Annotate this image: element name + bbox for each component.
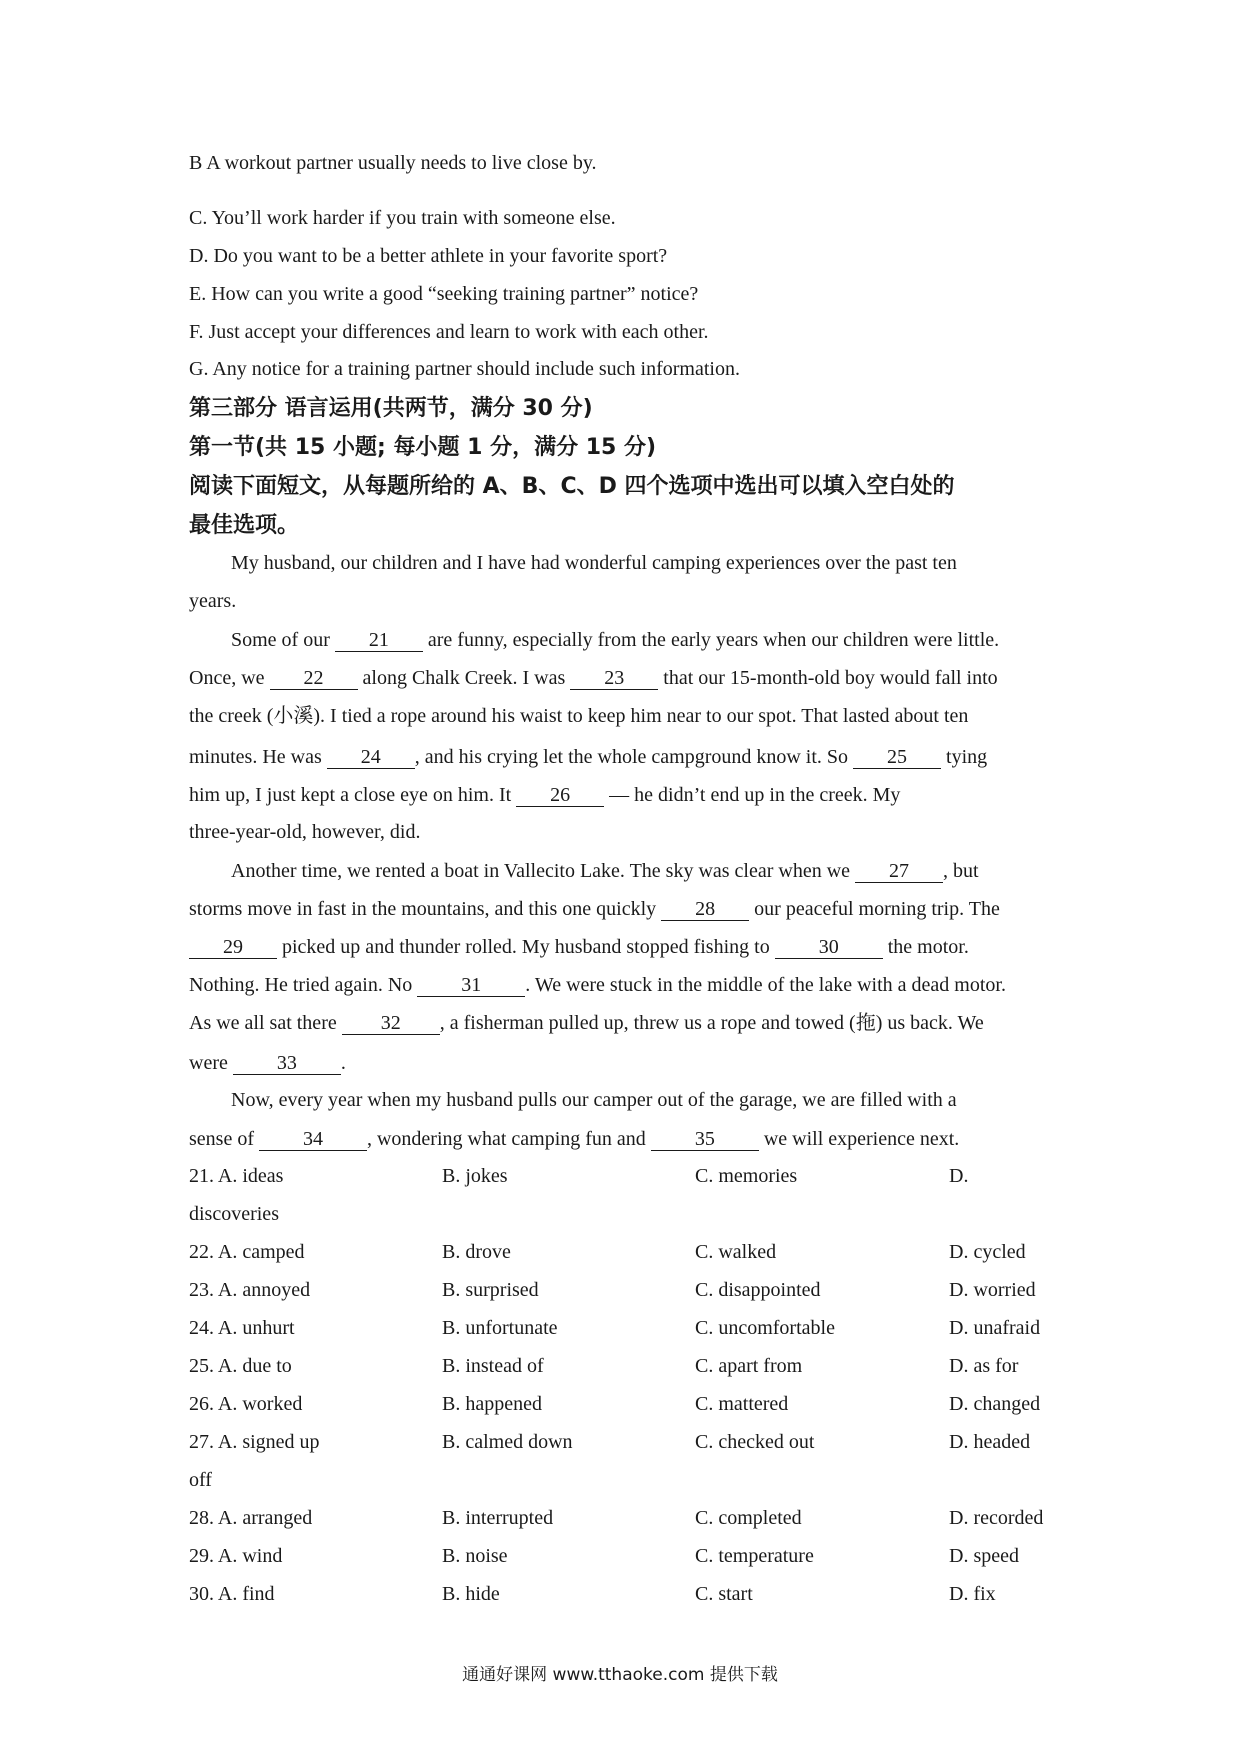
passage-line: the creek (小溪). I tied a rope around his waist to keep him near to our spot. That lasted about ten [189,705,969,727]
option-c: C. You’ll work harder if you train with someone else. [189,207,616,229]
option-d: D. recorded [949,1507,1044,1529]
option-c: C. disappointed [695,1279,821,1301]
option-d: D. as for [949,1355,1019,1377]
blank-27: 27 [855,860,943,883]
passage-line: him up, I just kept a close eye on him. It 26 — he didn’t end up in the creek. My [189,784,901,806]
option-c: C. walked [695,1241,777,1263]
blank-32: 32 [342,1012,440,1035]
option-b: B A workout partner usually needs to live close by. [189,152,597,174]
option-a: 30. A. find [189,1583,275,1605]
option-a: 23. A. annoyed [189,1279,311,1301]
blank-34: 34 [259,1128,367,1151]
option-a: 25. A. due to [189,1355,292,1377]
option-g: G. Any notice for a training partner should include such information. [189,358,740,380]
option-d: D. unafraid [949,1317,1041,1339]
option-e: E. How can you write a good “seeking training partner” notice? [189,283,699,305]
blank-28: 28 [661,898,749,921]
option-b: B. happened [442,1393,542,1415]
option-a-wrap: off [189,1469,212,1491]
option-c: C. memories [695,1165,798,1187]
option-c: C. temperature [695,1545,814,1567]
option-d: D. cycled [949,1241,1026,1263]
blank-29: 29 [189,936,277,959]
option-d: D. worried [949,1279,1036,1301]
option-c: C. mattered [695,1393,789,1415]
blank-30: 30 [775,936,883,959]
option-b: B. calmed down [442,1431,573,1453]
option-a: 26. A. worked [189,1393,303,1415]
option-b: B. jokes [442,1165,508,1187]
option-c: C. completed [695,1507,802,1529]
blank-22: 22 [270,667,358,690]
passage-line: Once, we 22 along Chalk Creek. I was 23 that our 15-month-old boy would fall into [189,667,998,689]
option-b: B. drove [442,1241,511,1263]
option-b: B. unfortunate [442,1317,558,1339]
option-a: 28. A. arranged [189,1507,313,1529]
passage-line: 29 picked up and thunder rolled. My husband stopped fishing to 30 the motor. [189,936,969,959]
option-d: D. [949,1165,969,1187]
option-d: D. speed [949,1545,1019,1567]
option-f: F. Just accept your differences and learn to work with each other. [189,321,709,343]
blank-24: 24 [327,746,415,769]
option-b: B. instead of [442,1355,544,1377]
option-a: 22. A. camped [189,1241,305,1263]
passage-line: My husband, our children and I have had wonderful camping experiences over the past ten [231,552,957,574]
blank-33: 33 [233,1052,341,1075]
option-d: D. headed [949,1431,1031,1453]
option-a: 21. A. ideas [189,1165,284,1187]
passage-line: years. [189,590,237,612]
blank-31: 31 [417,974,525,997]
passage-line: storms move in fast in the mountains, and this one quickly 28 our peaceful morning trip. The [189,898,1000,920]
passage-line: Now, every year when my husband pulls our camper out of the garage, we are filled with a [231,1089,957,1111]
option-d: D. changed [949,1393,1041,1415]
option-d: D. Do you want to be a better athlete in your favorite sport? [189,245,668,267]
option-b: B. hide [442,1583,500,1605]
option-c: C. apart from [695,1355,803,1377]
option-a: 29. A. wind [189,1545,283,1567]
passage-line: three-year-old, however, did. [189,821,421,843]
option-a: 27. A. signed up [189,1431,320,1453]
blank-25: 25 [853,746,941,769]
part-heading: 第三部分 语言运用(共两节，满分 30 分) [189,396,593,421]
blank-21: 21 [335,629,423,652]
option-b: B. interrupted [442,1507,554,1529]
passage-line: sense of 34 , wondering what camping fun and 35 we will experience next. [189,1128,960,1150]
passage-line: Some of our 21 are funny, especially from the early years when our children were little. [231,629,1000,651]
passage-line: As we all sat there 32 , a fisherman pulled up, threw us a rope and towed (拖) us back. We [189,1012,984,1034]
instruction-line-2: 最佳选项。 [189,513,300,538]
option-b: B. noise [442,1545,508,1567]
passage-line: Another time, we rented a boat in Vallecito Lake. The sky was clear when we 27 , but [231,860,979,882]
option-c: C. start [695,1583,753,1605]
passage-line: minutes. He was 24 , and his crying let the whole campground know it. So 25 tying [189,746,988,768]
passage-line: Nothing. He tried again. No 31 . We were stuck in the middle of the lake with a dead motor. [189,974,1006,996]
page-footer: 通通好课网 www.tthaoke.com 提供下载 [462,1665,778,1685]
option-d: D. fix [949,1583,996,1605]
option-d-wrap: discoveries [189,1203,279,1225]
blank-26: 26 [516,784,604,807]
passage-line: were 33 . [189,1052,346,1074]
option-a: 24. A. unhurt [189,1317,295,1339]
option-c: C. checked out [695,1431,815,1453]
instruction-line-1: 阅读下面短文，从每题所给的 A、B、C、D 四个选项中选出可以填入空白处的 [189,474,955,499]
option-b: B. surprised [442,1279,539,1301]
section-heading: 第一节(共 15 小题; 每小题 1 分，满分 15 分) [189,435,657,460]
option-c: C. uncomfortable [695,1317,835,1339]
blank-23: 23 [570,667,658,690]
blank-35: 35 [651,1128,759,1151]
